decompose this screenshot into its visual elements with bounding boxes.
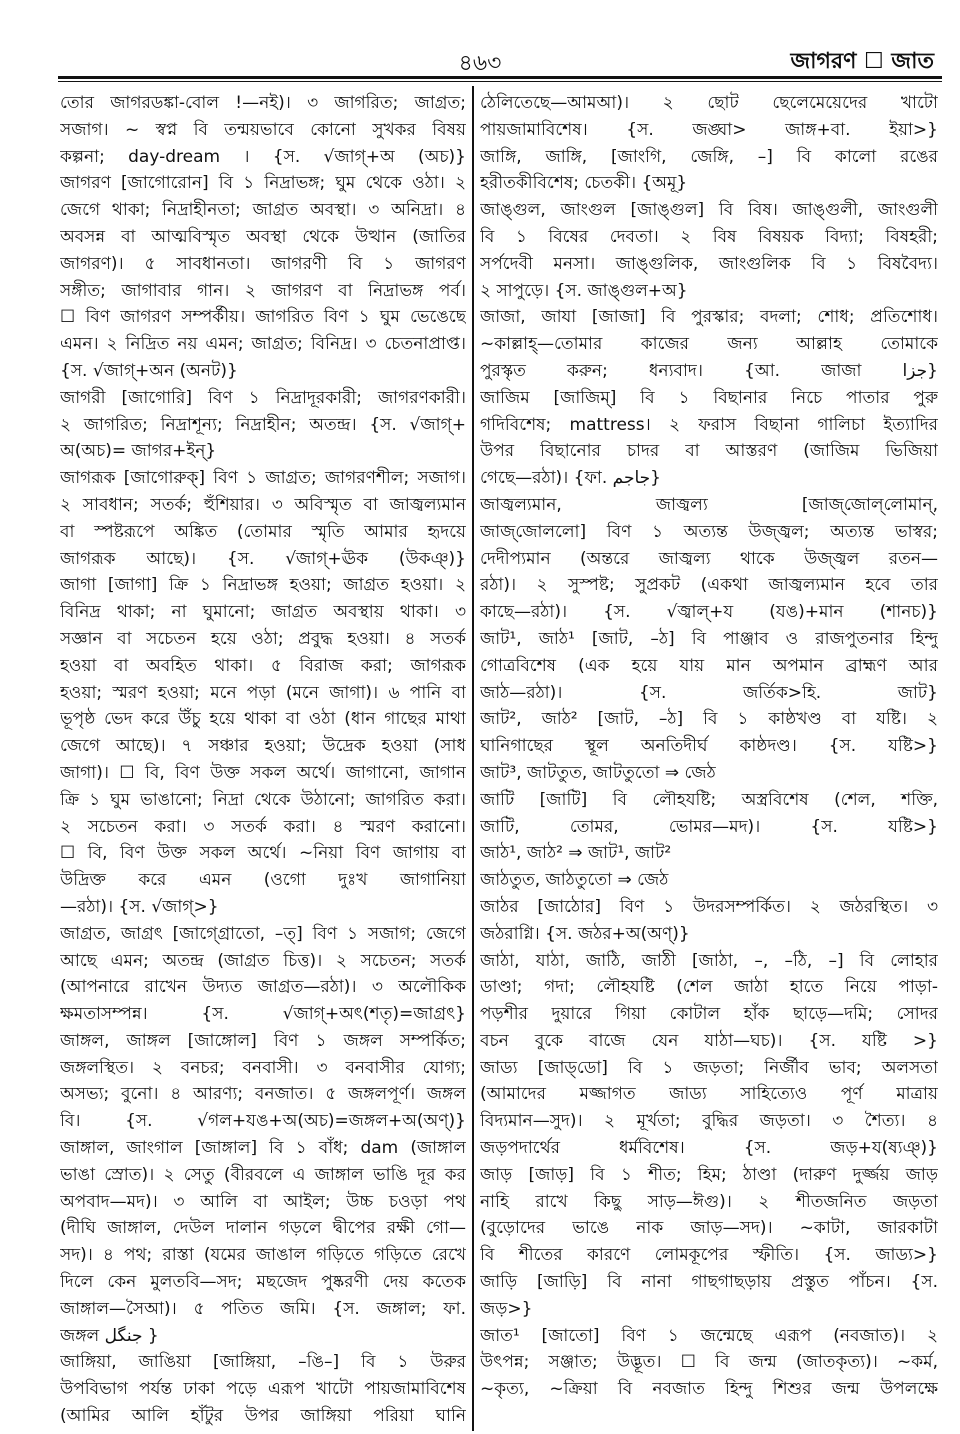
dictionary-line: জাট², জাঠ² [জাট, –ঠ] বি ১ কাষ্ঠখণ্ড বা যষ্টি। ২ <box>480 709 938 730</box>
dictionary-line: উপর বিছানোর চাদর বা আস্তরণ (জাজিম ভিজিয়া <box>480 441 938 462</box>
dictionary-line: হরীতকীবিশেষ; চেতকী। {অমূ} <box>480 173 688 194</box>
dictionary-line: জাড়ি [জাড়ি] বি নানা গাছগাছড়ায় প্রস্তুত পাঁচন। {স. <box>480 1272 938 1293</box>
dictionary-line: ☐ বিণ জাগরণ সম্পর্কীয়। জাগরিত বিণ ১ ঘুম ভেঙেছে <box>60 307 466 328</box>
dictionary-line: এমন। ২ নিদ্রিত নয় এমন; জাগ্রত; বিনিদ্র। ৩ চেতনাপ্রাপ্ত। <box>60 334 466 355</box>
dictionary-line: সর্পদেবী মনসা। জাঙ্গুলিক, জাংগুলিক বি ১ বিষবৈদ্য। <box>480 253 938 274</box>
dictionary-line: জাঠা, যাঠা, জাঠি, জাঠী [জাঠা, –, –ঠি, –] বি লোহার <box>480 950 938 971</box>
dictionary-line: ~কৃত্য, ~ক্রিয়া বি নবজাত হিন্দু শিশুর জন্ম উপলক্ষে <box>480 1379 938 1400</box>
dictionary-line: হওয়া বা অবহিত থাকা। ৫ বিরাজ করা; জাগরূক <box>60 655 466 676</box>
left-column <box>60 90 466 1430</box>
dictionary-line: জাঙ্গল, জাঙ্গল [জাঙ্গোল] বিণ ১ জঙ্গল সম্পর্কিত; <box>60 1030 466 1051</box>
dictionary-line: অসভ্য; বুনো। ৪ আরণ্য; বনজাত। ৫ জঙ্গলপূর্ণ। জঙ্গল <box>60 1084 466 1105</box>
dictionary-line: পড়শীর দুয়ারে গিয়া কোটাল হাঁক ছাড়ে—দমি; সোদর <box>480 1004 938 1025</box>
dictionary-line: ২ সচেতন করা। ৩ সতর্ক করা। ৪ স্মরণ করানো। <box>60 816 466 837</box>
dictionary-line: কাছে—রঠা)। {স. √জ্বাল্+য (যঙ)+মান (শানচ)} <box>480 602 938 623</box>
column-divider <box>472 86 474 1431</box>
dictionary-line: উদ্রিক্ত করে এমন (ওগো দুঃখ জাগানিয়া <box>60 870 466 891</box>
dictionary-line: হওয়া; স্মরণ হওয়া; মনে পড়া (মনে জাগা)। ৬ পানি বা <box>60 682 466 703</box>
dictionary-line: —রঠা)। {স. √জাগ্>} <box>60 896 219 917</box>
dictionary-line: জাগরণ [জাগোরোন] বি ১ নিদ্রাভঙ্গ; ঘুম থেকে ওঠা। ২ <box>60 173 466 194</box>
dictionary-line: সদ)। ৪ পথ; রাস্তা (যমের জাঙাল গড়িতে গড়িতে রেখে <box>60 1245 466 1266</box>
dictionary-line: জেগে থাকা; নিদ্রাহীনতা; জাগ্রত অবস্থা। ৩ অনিদ্রা। ৪ <box>60 200 466 221</box>
dictionary-line: জাঙ্গি, জাঙ্গি, [জাংগি, জেঙ্গি, –] বি কালো রঙের <box>480 146 938 167</box>
dictionary-line: ☐ বি, বিণ উক্ত সকল অর্থে। ~নিয়া বিণ জাগায় বা <box>60 843 466 864</box>
dictionary-line: {স. √জাগ্+অন (অনট)} <box>60 360 238 381</box>
dictionary-line: বি ১ বিষের দেবতা। ২ বিষ বিষয়ক বিদ্যা; বিষহরী; <box>480 226 938 247</box>
dictionary-line: জড়পদার্থের ধর্মবিশেষ। {স. জড়+য(ষ্যঞ্)} <box>480 1138 938 1159</box>
dictionary-line: পুরস্কৃত করুন; ধন্যবাদ। {আ. জাজা جزا} <box>480 360 938 381</box>
dictionary-line: গেছে—রঠা)। {ফা. جاجم} <box>480 468 661 489</box>
dictionary-line: জাটি [জাটি] বি লৌহযষ্টি; অস্ত্রবিশেষ (শেল, শক্তি, <box>480 789 938 810</box>
dictionary-line: কল্পনা; day-dream । {স. √জাগ্+অ (অচ)} <box>60 146 466 167</box>
dictionary-line: জাঙ্গাল, জাংগাল [জাঙ্গাল] বি ১ বাঁধ; dam (জাঙ্গাল <box>60 1138 466 1159</box>
dictionary-line: গদিবিশেষ; mattress। ২ ফরাস বিছানা গালিচা ইত্যাদির <box>480 414 938 435</box>
dictionary-line: বিনিদ্র থাকা; না ঘুমানো; জাগ্রত অবস্থায় থাকা। ৩ <box>60 602 466 623</box>
dictionary-line: জাগা [জাগা] ক্রি ১ নিদ্রাভঙ্গ হওয়া; জাগ্রত হওয়া। ২ <box>60 575 466 596</box>
dictionary-line: ক্রি ১ ঘুম ভাঙানো; নিদ্রা থেকে উঠানো; জাগরিত করা। <box>60 789 466 810</box>
dictionary-line: সজাগ। ~ স্বপ্ন বি তন্ময়ভাবে কোনো সুখকর বিষয় <box>60 119 466 140</box>
dictionary-line: দিলে কেন মুলতবি—সদ; মছজেদ পুষ্করণী দেয় কতেক <box>60 1272 466 1293</box>
dictionary-line: (বুড়োদের ভাঙে নাক জাড়—সদ)। ~কাটা, জারকাটা <box>480 1218 938 1239</box>
dictionary-line: জাগরূক আছে)। {স. √জাগ্+ঊক (উকঞ্)} <box>60 548 466 569</box>
dictionary-line: ভূপৃষ্ঠ ভেদ করে উঁচু হয়ে থাকা বা ওঠা (ধান গাছের মাথা <box>60 709 466 730</box>
dictionary-line: সঙ্গীত; জাগাবার গান। ২ জাগরণ বা নিদ্রাভঙ্গ পর্ব। <box>60 280 466 301</box>
dictionary-line: (আমাদের মজ্জাগত জাড্য সাহিত্যেও পূর্ণ মাত্রায় <box>480 1084 938 1105</box>
dictionary-line: জাট¹, জাঠ¹ [জাট, –ঠ] বি পাঞ্জাব ও রাজপুতনার হিন্দু <box>480 628 938 649</box>
dictionary-line: অপবাদ—মদ)। ৩ আলি বা আইল; উচ্চ চওড়া পথ <box>60 1191 466 1212</box>
dictionary-line: নাহি রাখে কিছু সাড়—ঈগু)। ২ শীতজনিত জড়তা <box>480 1191 938 1212</box>
dictionary-line: জাগরী [জাগোরি] বিণ ১ নিদ্রাদূরকারী; জাগরণকারী। <box>60 387 466 408</box>
dictionary-line: জাগ্রত, জাগ্রৎ [জাগ্গ্রোতো, –ত্] বিণ ১ সজাগ; জেগে <box>60 923 466 944</box>
dictionary-line: বি। {স. √গল+যঙ+অ(অচ)=জঙ্গল+অ(অণ্)} <box>60 1111 466 1132</box>
dictionary-line: জাঙ্গিয়া, জাঙিয়া [জাঙ্গিয়া, –ঙি–] বি ১ উরুর <box>60 1352 466 1373</box>
dictionary-line: জেগে আছে)। ৭ সঞ্চার হওয়া; উদ্রেক হওয়া (সাধ <box>60 736 466 757</box>
dictionary-line: অবসন্ন বা আত্মবিস্মৃত অবস্থা থেকে উত্থান (জাতির <box>60 226 466 247</box>
dictionary-line: ~কাল্লাহ্—তোমার কাজের জন্য আল্লাহ তোমাকে <box>480 334 938 355</box>
dictionary-line: জাঠতুত, জাঠতুতো ⇒ জেঠ <box>480 870 669 891</box>
dictionary-line: ঘানিগাছের স্থূল অনতিদীর্ঘ কাষ্ঠদণ্ড। {স. যষ্টি>} <box>480 736 938 757</box>
dictionary-line: জড়>} <box>480 1298 533 1319</box>
header-rule <box>58 76 942 79</box>
dictionary-line: বিদ্যমান—সুদ)। ২ মূর্খতা; বুদ্ধির জড়তা। ৩ শৈত্য। ৪ <box>480 1111 938 1132</box>
dictionary-line: বি শীতের কারণে লোমকূপের স্ফীতি। {স. জাড্য>} <box>480 1245 938 1266</box>
dictionary-line: জঠরাগ্নি। {স. জঠর+অ(অণ্)} <box>480 923 690 944</box>
dictionary-line: জাগা)। ☐ বি, বিণ উক্ত সকল অর্থে। জাগানো, জাগান <box>60 762 466 783</box>
dictionary-line: জাজিম [জাজিম্] বি ১ বিছানার নিচে পাতার পুরু <box>480 387 938 408</box>
dictionary-line: জাটি, তোমর, ভোমর—মদ)। {স. যষ্টি>} <box>480 816 938 837</box>
dictionary-line: জাড্য [জাড্‌ডো] বি ১ জড়তা; নির্জীব ভাব; অলসতা <box>480 1057 938 1078</box>
dictionary-line: জাট³, জাটতুত, জাটতুতো ⇒ জেঠ <box>480 762 716 783</box>
guide-words: জাগরণ ☐ জাত <box>790 49 934 74</box>
dictionary-line: (দীঘি জাঙ্গাল, দেউল দালান গড়লে দ্বীপের রক্ষী গো— <box>60 1218 466 1239</box>
dictionary-line: বচন বুকে বাজে যেন যাঠা—ঘচ)। {স. যষ্টি >} <box>480 1030 938 1051</box>
dictionary-line: ক্ষমতাসম্পন্ন। {স. √জাগ্+অৎ(শতৃ)=জাগ্রৎ} <box>60 1004 466 1025</box>
dictionary-line: জঙ্গল جنگل } <box>60 1325 159 1346</box>
dictionary-line: (আপনারে রাখেন উদ্যত জাগ্রত—রঠা)। ৩ অলৌকিক <box>60 977 466 998</box>
dictionary-line: সজ্ঞান বা সচেতন হয়ে ওঠা; প্রবুদ্ধ হওয়া। ৪ সতর্ক <box>60 628 466 649</box>
dictionary-line: পায়জামাবিশেষ। {স. জঙ্ঘা> জাঙ্গ+বা. ইয়া>} <box>480 119 938 140</box>
dictionary-line: জাগরূক [জাগোরুক্] বিণ ১ জাগ্রত; জাগরণশীল; সজাগ। <box>60 468 466 489</box>
dictionary-line: জাজ্বল্যমান, জাজ্বল্য [জাজ্‌জোল্‌লোমান্, <box>480 494 938 515</box>
dictionary-line: উৎপন্ন; সঞ্জাত; উদ্ভূত। ☐ বি জন্ম (জাতকৃত্য)। ~কর্ম, <box>480 1352 938 1373</box>
dictionary-line: ২ সাপুড়ে। {স. জাঙ্গুল+অ} <box>480 280 688 301</box>
dictionary-line: ভাঙা স্রোত)। ২ সেতু (বীরবলে এ জাঙ্গাল ভাঙি দূর কর <box>60 1164 466 1185</box>
dictionary-line: (আমির আলি হাঁটুর উপর জাঙ্গিয়া পরিয়া ঘানি <box>60 1406 466 1427</box>
dictionary-line: জাজা, জাযা [জাজা] বি পুরস্কার; বদলা; শোধ; প্রতিশোধ। <box>480 307 938 328</box>
dictionary-line: তোর জাগরডঙ্কা-বোল !—নই)। ৩ জাগরিত; জাগ্রত; <box>60 93 466 113</box>
dictionary-line: জাড় [জাড়] বি ১ শীত; হিম; ঠাণ্ডা (দারুণ দুর্জ্জয় জাড় <box>480 1164 938 1185</box>
dictionary-line: অ(অচ)= জাগর+ইন্} <box>60 441 217 462</box>
page-number: ৪৬৩ <box>458 51 502 76</box>
dictionary-line: ২ সাবধান; সতর্ক; হুঁশিয়ার। ৩ অবিস্মৃত বা জাজ্বল্যমান <box>60 494 466 515</box>
dictionary-line: ঠেলিতেছে—আমআ)। ২ ছোট ছেলেমেয়েদের খাটো <box>480 93 938 113</box>
dictionary-line: বা স্পষ্টরূপে অঙ্কিত (তোমার স্মৃতি আমার হৃদয়ে <box>60 521 466 542</box>
dictionary-line: জাত¹ [জাতো] বিণ ১ জন্মেছে এরূপ (নবজাত)। ২ <box>480 1325 938 1346</box>
header-rule-thin <box>58 81 942 82</box>
dictionary-line: রঠা)। ২ সুস্পষ্ট; সুপ্রকট (একথা জাজ্বল্যমান হবে তার <box>480 575 938 596</box>
dictionary-line: জাঠ¹, জাঠ² ⇒ জাট¹, জাট² <box>480 843 672 864</box>
dictionary-line: জাজ্‌জোললো] বিণ ১ অত্যন্ত উজ্জ্বল; অত্যন্ত ভাস্বর; <box>480 521 938 542</box>
dictionary-line: জাঠ—রঠা)। {স. জর্তিক>হি. জাট} <box>480 682 938 703</box>
dictionary-line: উপবিভাগ পর্যন্ত ঢাকা পড়ে এরূপ খাটো পায়জামাবিশেষ <box>60 1379 466 1400</box>
dictionary-line: আছে এমন; অতন্দ্র (জাগ্রত চিত্ত)। ২ সচেতন; সতর্ক <box>60 950 466 971</box>
dictionary-line: জাঙ্গাল—সৈআ)। ৫ পতিত জমি। {স. জঙ্গাল; ফা. <box>60 1298 466 1319</box>
right-column <box>480 90 938 1403</box>
dictionary-line: ডাণ্ডা; গদা; লৌহযষ্টি (শেল জাঠা হাতে নিয়ে পাড়া- <box>480 977 938 998</box>
dictionary-line: জঙ্গলস্থিত। ২ বনচর; বনবাসী। ৩ বনবাসীর যোগ্য; <box>60 1057 466 1078</box>
dictionary-line: জাগরণ)। ৫ সাবধানতা। জাগরণী বি ১ জাগরণ <box>60 253 466 274</box>
dictionary-line: গোত্রবিশেষ (এক হয়ে যায় মান অপমান ব্রাহ্মণ আর <box>480 655 938 676</box>
dictionary-line: ২ জাগরিত; নিদ্রাশূন্য; নিদ্রাহীন; অতন্দ্র। {স. √জাগ্+ <box>60 414 466 435</box>
dictionary-line: জাঙ্গুল, জাংগুল [জাঙ্গুল] বি বিষ। জাঙ্গুলী, জাংগুলী <box>480 200 938 221</box>
dictionary-line: জাঠর [জাঠোর] বিণ ১ উদরসম্পর্কিত। ২ জঠরস্থিত। ৩ <box>480 896 938 917</box>
dictionary-line: দেদীপ্যমান (অন্তরে জাজ্বল্য থাকে উজ্জ্বল রতন— <box>480 548 938 569</box>
